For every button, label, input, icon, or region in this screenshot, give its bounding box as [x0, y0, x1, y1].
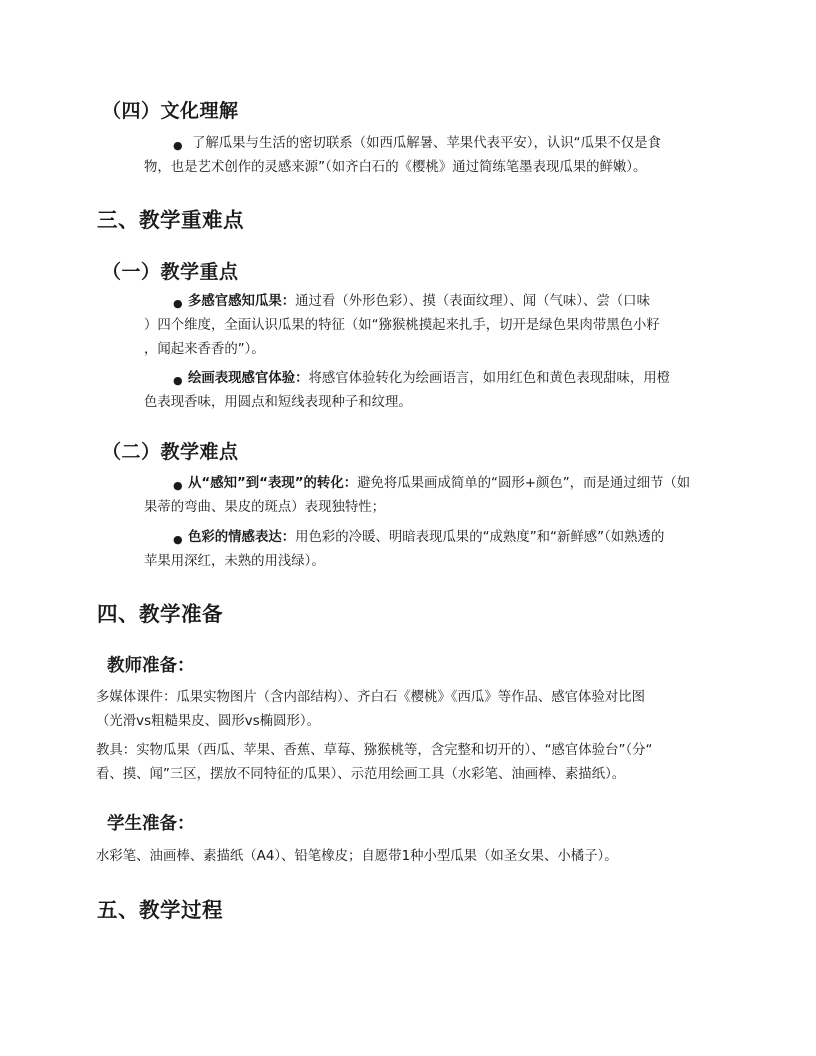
- focus-item-2-title: 绘画表现感官体验：: [188, 371, 309, 386]
- teacher-p2-line2: 看、摸、闻”三区，摆放不同特征的瓜果）、示范用绘画工具（水彩笔、油画棒、素描纸）。: [96, 767, 626, 782]
- section-preparation-heading: 四、教学准备: [97, 602, 223, 626]
- student-paragraph: 水彩笔、油画棒、素描纸（A4）、铅笔橡皮；自愿带1种小型瓜果（如圣女果、小橘子）。: [96, 849, 618, 864]
- focus-item-1-line3: ，闻起来香香的”）。: [144, 342, 265, 357]
- difficulty-item-2-line2: 苹果用深红，未熟的用浅绿）。: [144, 554, 325, 569]
- focus-item-1-title: 多感官感知瓜果：: [188, 294, 296, 309]
- section-process-heading: 五、教学过程: [97, 898, 223, 922]
- bullet-icon: ●: [173, 139, 183, 152]
- focus-item-2-line2: 色表现香味，用圆点和短线表现种子和纹理。: [144, 395, 412, 410]
- student-heading: 学生准备：: [107, 814, 195, 834]
- difficulty-item-2-line1: [188, 526, 664, 550]
- section-culture-heading: （四）文化理解: [102, 100, 239, 122]
- difficulty-item-1-text: 避免将瓜果画成简单的“圆形+颜色”，而是通过细节（如: [357, 476, 691, 491]
- culture-bullet-line1: 了解瓜果与生活的密切联系（如西瓜解暑、苹果代表平安），认识“瓜果不仅是食: [192, 136, 661, 151]
- teacher-heading: 教师准备：: [107, 656, 195, 676]
- difficulty-item-2-title: 色彩的情感表达：: [188, 530, 296, 545]
- focus-item-1-line1: [188, 290, 650, 314]
- focus-item-1-text: 通过看（外形色彩）、摸（表面纹理）、闻（气味）、尝（口味: [295, 294, 650, 309]
- teacher-p2-line1: 教具：实物瓜果（西瓜、苹果、香蕉、草莓、猕猴桃等，含完整和切开的）、“感官体验台”（分“: [96, 743, 653, 758]
- bullet-icon: ●: [173, 533, 183, 546]
- section-key-points-heading: 三、教学重难点: [97, 208, 244, 232]
- focus-item-1-line2: ）四个维度，全面认识瓜果的特征（如“猕猴桃摸起来扎手，切开是绿色果肉带黑色小籽: [144, 318, 660, 333]
- difficulty-item-2-text: 用色彩的冷暖、明暗表现瓜果的“成熟度”和“新鲜感”（如熟透的: [295, 530, 665, 545]
- section-difficulty-heading: （二）教学难点: [102, 441, 239, 463]
- focus-item-2-text: 将感官体验转化为绘画语言，如用红色和黄色表现甜味，用橙: [308, 371, 671, 386]
- focus-item-2-line1: [188, 367, 670, 391]
- difficulty-item-1-title: 从“感知”到“表现”的转化：: [188, 476, 358, 491]
- teacher-p1-line1: 多媒体课件：瓜果实物图片（含内部结构）、齐白石《樱桃》《西瓜》等作品、感官体验对比图: [96, 690, 646, 705]
- difficulty-item-1-line2: 果蒂的弯曲、果皮的斑点）表现独特性；: [144, 500, 386, 515]
- bullet-icon: ●: [173, 479, 183, 492]
- bullet-icon: ●: [173, 297, 183, 310]
- teacher-p1-line2: （光滑vs粗糙果皮、圆形vs椭圆形）。: [96, 714, 320, 729]
- bullet-icon: ●: [173, 374, 183, 387]
- culture-bullet-line2: 物，也是艺术创作的灵感来源”（如齐白石的《樱桃》通过简练笔墨表现瓜果的鲜嫩）。: [144, 160, 647, 175]
- difficulty-item-1-line1: [188, 472, 690, 496]
- section-focus-heading: （一）教学重点: [102, 261, 239, 283]
